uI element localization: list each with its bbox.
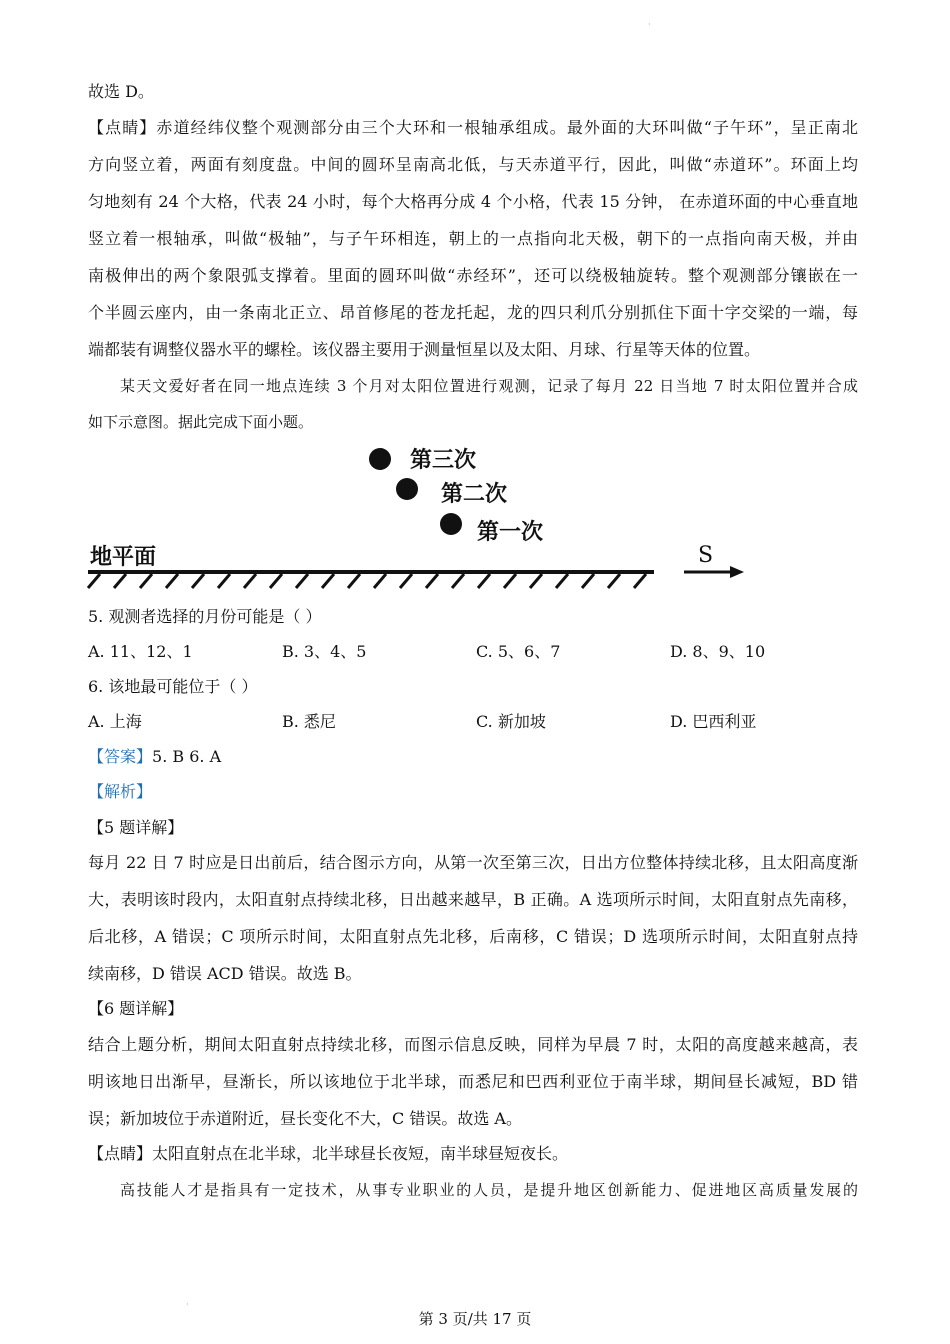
corner-mark: · xyxy=(648,20,651,29)
q6-option-d: D. 巴西利亚 xyxy=(670,712,757,731)
analysis-tag: 【解析】 xyxy=(88,782,153,801)
label-second: 第二次 xyxy=(441,481,508,507)
text-line: 匀地刻有 24 个大格，代表 24 小时，每个大格再分成 4 个小格，代表 15 分钟， 在赤道环面的中心垂直地 xyxy=(88,192,858,211)
answer-text: 5. B 6. A xyxy=(152,747,222,766)
detail-6-title: 【6 题详解】 xyxy=(88,999,184,1018)
question-5-stem: 5. 观测者选择的月份可能是（ ） xyxy=(88,607,322,626)
text-line: 【点睛】赤道经纬仪整个观测部分由三个大环和一根轴承组成。最外面的大环叫做“子午环”，呈正南北 xyxy=(88,118,858,137)
detail-6-line: 误；新加坡位于赤道附近，昼长变化不大，C 错误。故选 A。 xyxy=(88,1109,522,1128)
question-intro: 如下示意图。据此完成下面小题。 xyxy=(88,413,314,431)
corner-mark: · xyxy=(186,1300,189,1309)
detail-6-line: 明该地日出渐早，昼渐长，所以该地位于北半球，而悉尼和巴西利亚位于南半球，期间昼长减短，BD 错 xyxy=(88,1072,858,1091)
text-line: 故选 D。 xyxy=(88,82,154,101)
detail-6-line: 结合上题分析，期间太阳直射点持续北移，而图示信息反映，同样为早晨 7 时，太阳的高度越来越高，表 xyxy=(88,1035,858,1054)
label-third: 第三次 xyxy=(410,447,477,473)
text-line: 方向竖立着，两面有刻度盘。中间的圆环呈南高北低，与天赤道平行，因此，叫做“赤道环”。环面上均 xyxy=(88,155,858,174)
detail-5-line: 续南移，D 错误 ACD 错误。故选 B。 xyxy=(88,964,362,983)
text-line: 端都装有调整仪器水平的螺栓。该仪器主要用于测量恒星以及太阳、月球、行星等天体的位置。 xyxy=(88,340,761,359)
sun-dot-third xyxy=(369,448,391,470)
horizon-line xyxy=(84,560,754,592)
text-line: 竖立着一根轴承，叫做“极轴”，与子午环相连，朝上的一点指向北天极，朝下的一点指向南天极，并由 xyxy=(88,229,858,248)
tip-line: 【点睛】太阳直射点在北半球，北半球昼长夜短，南半球昼短夜长。 xyxy=(88,1144,569,1163)
question-intro: 某天文爱好者在同一地点连续 3 个月对太阳位置进行观测，记录了每月 22 日当地 7 时太阳位置并合成 xyxy=(120,377,858,395)
detail-5-line: 后北移，A 错误；C 项所示时间，太阳直射点先北移，后南移，C 错误；D 选项所示时间，太阳直射点持 xyxy=(88,927,858,946)
q5-option-b: B. 3、4、5 xyxy=(282,642,367,661)
label-first: 第一次 xyxy=(477,519,544,545)
q5-option-a: A. 11、12、1 xyxy=(88,642,193,661)
q5-option-d: D. 8、9、10 xyxy=(670,642,766,661)
q6-option-a: A. 上海 xyxy=(88,712,142,731)
detail-5-line: 每月 22 日 7 时应是日出前后，结合图示方向，从第一次至第三次，日出方位整体持续北移，且太阳高度渐 xyxy=(88,853,858,872)
sun-dot-second xyxy=(396,478,418,500)
next-question-intro: 高技能人才是指具有一定技术，从事专业职业的人员，是提升地区创新能力、促进地区高质量发展的 xyxy=(120,1181,858,1199)
page-footer: 第 3 页/共 17 页 xyxy=(418,1310,532,1328)
detail-5-title: 【5 题详解】 xyxy=(88,818,184,837)
answer-tag: 【答案】 xyxy=(88,747,153,766)
question-6-stem: 6. 该地最可能位于（ ） xyxy=(88,677,258,696)
sun-dot-first xyxy=(440,513,462,535)
answer-line xyxy=(88,747,221,767)
text-line: 个半圆云座内，由一条南北正立、昂首修尾的苍龙托起，龙的四只利爪分别抓住下面十字交梁的一端，每 xyxy=(88,303,858,322)
q6-option-c: C. 新加坡 xyxy=(476,712,546,731)
direction-label: S xyxy=(698,543,714,568)
detail-5-line: 大，表明该时段内，太阳直射点持续北移，日出越来越早，B 正确。A 选项所示时间，太阳直射点先南移， xyxy=(88,890,858,909)
q5-option-c: C. 5、6、7 xyxy=(476,642,561,661)
q6-option-b: B. 悉尼 xyxy=(282,712,336,731)
text-line: 南极伸出的两个象限弧支撑着。里面的圆环叫做“赤经环”，还可以绕极轴旋转。整个观测部分镶嵌在一 xyxy=(88,266,858,285)
horizon-label: 地平面 xyxy=(90,544,157,570)
